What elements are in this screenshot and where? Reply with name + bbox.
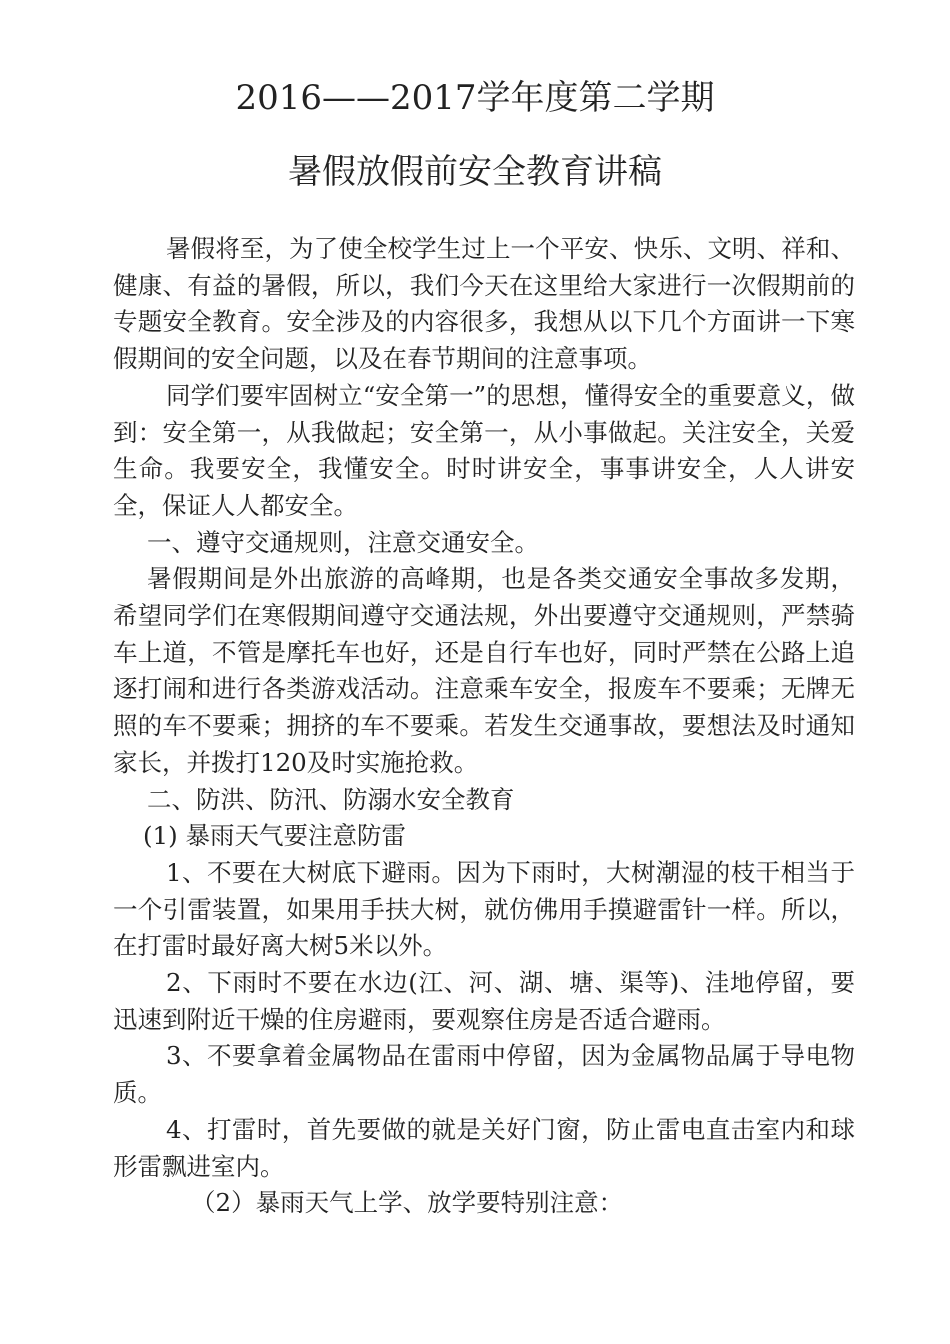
list-item-metal: 3、不要拿着金属物品在雷雨中停留，因为金属物品属于导电物质。 — [113, 1041, 855, 1108]
subsection-heading-commute: （2）暴雨天气上学、放学要特别注意： — [191, 1188, 624, 1218]
list-item-tree: 1、不要在大树底下避雨。因为下雨时，大树潮湿的枝干相当于一个引雷装置，如果用手扶大树，就仿佛用手摸避雷针一样。所以，在打雷时最好离大树5米以外。 — [113, 857, 855, 961]
document-title-line-1: 2016——2017学年度第二学期 — [235, 78, 715, 118]
list-item-water: 2、下雨时不要在水边(江、河、湖、塘、渠等)、洼地停留，要迅速到附近干燥的住房避雨，要观察住房是否适合避雨。 — [113, 968, 855, 1034]
subsection-heading-lightning: (1) 暴雨天气要注意防雷 — [143, 821, 406, 851]
section-heading-flood: 二、防洪、防汛、防溺水安全教育 — [147, 784, 515, 814]
paragraph-traffic: 暑假期间是外出旅游的高峰期，也是各类交通安全事故多发期，希望同学们在寒假期间遵守交通法规，外出要遵守交通规则，严禁骑车上道，不管是摩托车也好，还是自行车也好，同时严禁在公路上追逐打闹和进行各类游戏活动。注意乘车安全，报废车不要乘；无牌无照的车不要乘；拥挤的车不要乘。若发生交通事故，要想法及时通知家长，并拨打120及时实施抢救。 — [113, 564, 855, 777]
list-item-windows: 4、打雷时，首先要做的就是关好门窗，防止雷电直击室内和球形雷飘进室内。 — [113, 1114, 855, 1181]
document-title-line-2: 暑假放假前安全教育讲稿 — [288, 152, 662, 192]
paragraph-safety-first: 同学们要牢固树立“安全第一”的思想，懂得安全的重要意义，做到：安全第一，从我做起；安全第一，从小事做起。关注安全，关爱生命。我要安全，我懂安全。时时讲安全，事事讲安全，人人讲安全，保证人人都安全。 — [113, 380, 855, 520]
section-heading-traffic: 一、遵守交通规则，注意交通安全。 — [147, 527, 539, 557]
document-body — [113, 231, 855, 1222]
paragraph-intro: 暑假将至，为了使全校学生过上一个平安、快乐、文明、祥和、健康、有益的暑假，所以，我们今天在这里给大家进行一次假期前的专题安全教育。安全涉及的内容很多，我想从以下几个方面讲一下寒假期间的安全问题，以及在春节期间的注意事项。 — [113, 234, 855, 374]
